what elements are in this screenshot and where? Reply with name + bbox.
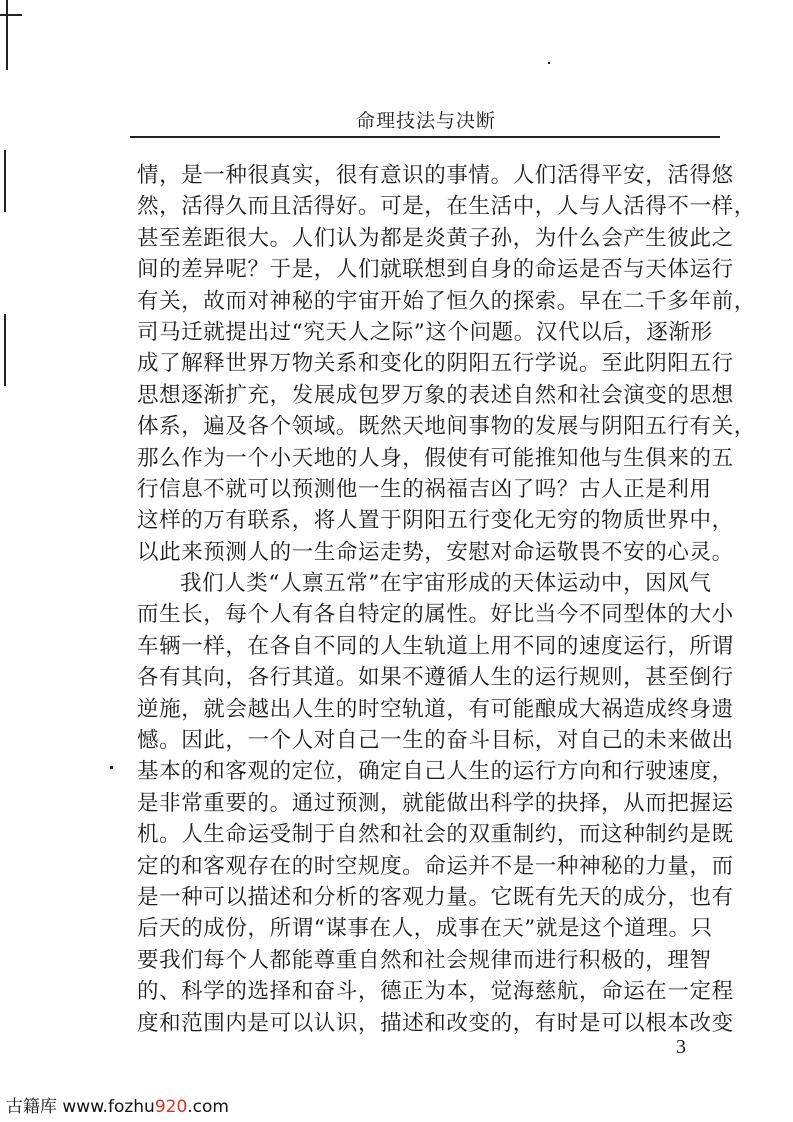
text-line: 而生长，每个人有各自特定的属性。好比当今不同型体的大小: [137, 602, 734, 628]
page-number: 3: [676, 1036, 686, 1058]
text-line: 是非常重要的。通过预测，就能做出科学的抉择，从而把握运: [137, 790, 734, 816]
watermark: [6, 1092, 229, 1117]
text-line: 情，是一种很真实，很有意识的事情。人们活得平安，活得悠: [137, 163, 734, 188]
text-line: 甚至差距很大。人们认为都是炎黄子孙，为什么会产生彼此之: [137, 225, 734, 251]
text-line: 逆施，就会越出人生的时空轨道，有可能酿成大祸造成终身遗: [137, 696, 734, 722]
text-line: 思想逐渐扩充，发展成包罗万象的表述自然和社会演变的思想: [137, 382, 734, 408]
text-line: 司马迁就提出过“究天人之际”这个问题。汉代以后，逐渐形: [137, 319, 713, 345]
watermark-site-prefix: www.fozhu: [62, 1097, 155, 1117]
text-line: 的、科学的选择和奋斗，德正为本，觉海慈航，命运在一定程: [137, 979, 734, 1005]
scan-mark-top-left: [6, 0, 8, 70]
scan-mark-top-corner: [0, 14, 22, 16]
text-line: 基本的和客观的定位，确定自己人生的运行方向和行驶速度，: [137, 759, 734, 785]
text-line: 车辆一样，在各自不同的人生轨道上用不同的速度运行，所谓: [137, 633, 734, 659]
text-line: 憾。因此，一个人对自己一生的奋斗目标，对自己的未来做出: [137, 728, 734, 754]
running-header-title: 命理技法与决断: [356, 110, 497, 132]
text-line: 要我们每个人都能尊重自然和社会规律而进行积极的，理智: [137, 947, 712, 973]
text-line: 后天的成份，所谓“谋事在人，成事在天”就是这个道理。只: [137, 916, 713, 942]
text-line: 成了解释世界万物关系和变化的阴阳五行学说。至此阴阳五行: [137, 351, 734, 377]
text-line: 机。人生命运受制于自然和社会的双重制约，而这种制约是既: [137, 822, 734, 848]
text-line: 行信息不就可以预测他一生的祸福吉凶了吗？古人正是利用: [137, 476, 712, 502]
watermark-site-number: 920: [154, 1097, 188, 1117]
watermark-label: 古籍库: [6, 1097, 57, 1117]
text-line: 各有其向，各行其道。如果不遵循人生的运行规则，甚至倒行: [137, 665, 734, 691]
text-line: 度和范围内是可以认识，描述和改变的，有时是可以根本改变: [137, 1010, 734, 1036]
text-line: 是一种可以描述和分析的客观力量。它既有先天的成分，也有: [137, 884, 734, 910]
paragraph-first-line: 我们人类“人禀五常”在宇宙形成的天体运动中，因风气: [180, 571, 712, 597]
text-line: 以此来预测人的一生命运走势，安慰对命运敬畏不安的心灵。: [137, 539, 734, 565]
body-text: [137, 160, 756, 1039]
text-line: 这样的万有联系，将人置于阴阳五行变化无穷的物质世界中，: [137, 508, 734, 534]
text-line: 定的和客观存在的时空规度。命运并不是一种神秘的力量，而: [137, 853, 734, 879]
text-line: 那么作为一个小天地的人身，假使有可能推知他与生俱来的五: [137, 445, 734, 471]
scan-mark-left-1: [4, 150, 6, 212]
header-rule: [130, 136, 720, 138]
scan-dot: [110, 766, 113, 769]
text-line: 体系，遍及各个领域。既然天地间事物的发展与阴阳五行有关，: [137, 414, 756, 440]
text-line: 间的差异呢？于是，人们就联想到自身的命运是否与天体运行: [137, 257, 734, 283]
text-line: 有关，故而对神秘的宇宙开始了恒久的探索。早在二千多年前，: [137, 288, 756, 314]
scan-dot: [548, 62, 550, 64]
text-line: 然，活得久而且活得好。可是，在生活中，人与人活得不一样，: [137, 194, 756, 220]
watermark-site-suffix: .com: [187, 1097, 229, 1117]
scan-mark-left-2: [4, 314, 6, 386]
